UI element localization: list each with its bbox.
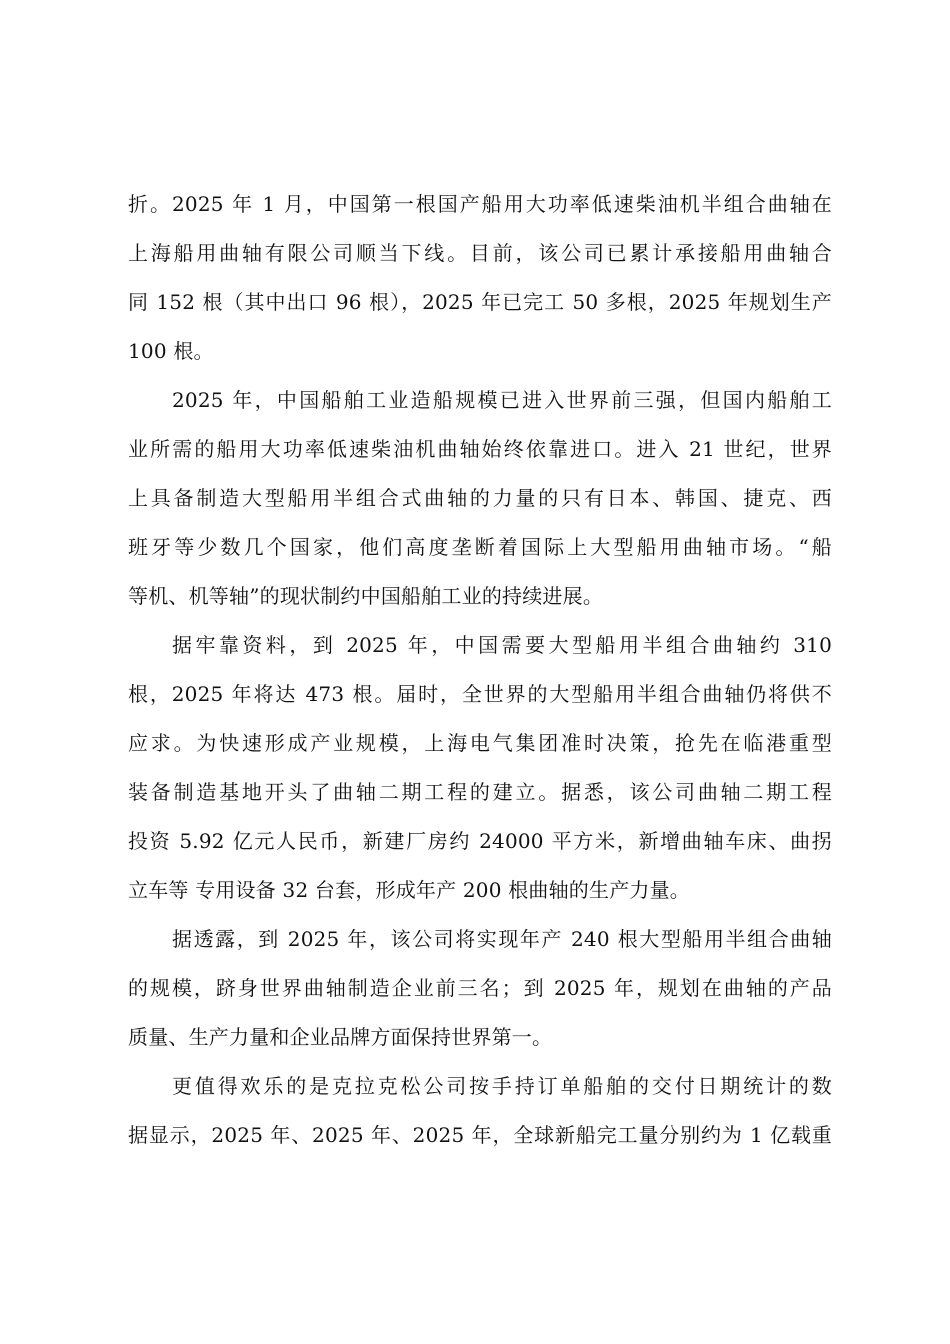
text-line: 更值得欢乐的是克拉克松公司按手持订单船舶的交付日期统计的数 [172,1074,832,1098]
text-line: 立车等 专用设备 32 台套，形成年产 200 根曲轴的生产力量。 [128,878,691,902]
paragraph [128,1062,832,1160]
text-line: 据牢靠资料，到 2025 年，中国需要大型船用半组合曲轴约 310 [172,633,832,657]
text-line: 据透露，到 2025 年，该公司将实现年产 240 根大型船用半组合曲轴 [172,927,832,951]
text-line: 的规模，跻身世界曲轴制造企业前三名；到 2025 年，规划在曲轴的产品 [128,976,832,1000]
text-line: 根，2025 年将达 473 根。届时，全世界的大型船用半组合曲轴仍将供不 [128,682,832,706]
text-line: 等机、机等轴”的现状制约中国船舶工业的持续进展。 [128,584,604,608]
text-line: 质量、生产力量和企业品牌方面保持世界第一。 [128,1025,553,1049]
text-line: 应求。为快速形成产业规模，上海电气集团准时决策，抢先在临港重型 [128,731,832,755]
text-line: 折。2025 年 1 月，中国第一根国产船用大功率低速柴油机半组合曲轴在 [128,192,832,216]
text-line: 据显示，2025 年、2025 年、2025 年，全球新船完工量分别约为 1 亿载重 [128,1123,832,1147]
text-line: 装备制造基地开头了曲轴二期工程的建立。据悉，该公司曲轴二期工程 [128,780,832,804]
text-line: 100 根。 [128,339,214,363]
text-line: 同 152 根（其中出口 96 根），2025 年已完工 50 多根，2025 年规划生产 [128,290,832,314]
paragraph [128,180,832,376]
paragraph [128,621,832,915]
text-line: 业所需的船用大功率低速柴油机曲轴始终依靠进口。进入 21 世纪，世界 [128,437,832,461]
text-line: 上海船用曲轴有限公司顺当下线。目前，该公司已累计承接船用曲轴合 [128,241,832,265]
paragraph [128,915,832,1062]
paragraph [128,376,832,621]
text-line: 投资 5.92 亿元人民币，新建厂房约 24000 平方米，新增曲轴车床、曲拐 [128,829,832,853]
text-line: 班牙等少数几个国家，他们高度垄断着国际上大型船用曲轴市场。“船 [128,535,832,559]
text-line: 2025 年，中国船舶工业造船规模已进入世界前三强，但国内船舶工 [172,388,832,412]
text-line: 上具备制造大型船用半组合式曲轴的力量的只有日本、韩国、捷克、西 [128,486,832,510]
document-body [128,180,832,1160]
